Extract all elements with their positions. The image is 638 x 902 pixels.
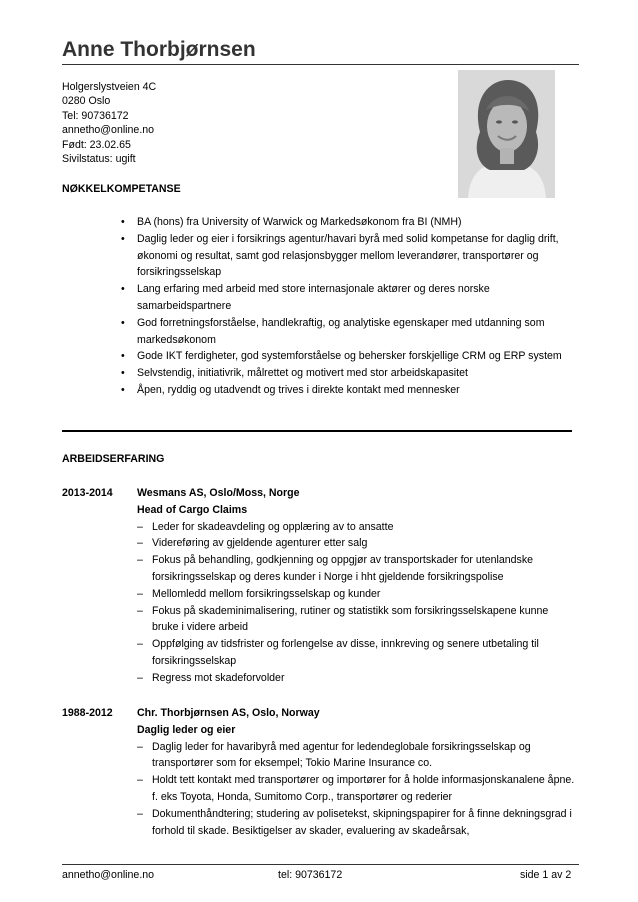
competence-item: • Selvstendig, initiativrik, målrettet og motivert med stor arbeidskapasitet — [117, 365, 577, 382]
portrait-photo — [458, 70, 555, 198]
job-period: 2013-2014 — [62, 487, 113, 499]
dash-icon: – — [137, 587, 143, 600]
dash-icon: – — [137, 604, 143, 617]
email-line: annetho@online.no — [62, 124, 155, 137]
job-entry — [62, 705, 577, 839]
bullet-icon: • — [121, 283, 125, 296]
competence-heading: NØKKELKOMPETANSE — [62, 183, 181, 195]
dash-icon: – — [137, 520, 143, 533]
job-role: Daglig leder og eier — [137, 723, 236, 736]
postal-line: 0280 Oslo — [62, 95, 111, 108]
bullet-icon: • — [121, 367, 125, 380]
dash-icon: – — [137, 740, 143, 753]
competence-item: • Daglig leder og eier i forsikrings agentur/havari byrå med solid kompetanse for daglig drift, økonomi og resultat, samt god relasjonsbygger mellom leverandører, transportører og forsikringsselskap — [121, 232, 559, 279]
dash-icon: – — [137, 671, 143, 684]
competence-item: • God forretningsforståelse, handlekraftig, og analytiske egenskaper med utdanning som markedsøkonom — [121, 316, 545, 346]
address-line: Holgerslystveien 4C — [62, 81, 157, 93]
portrait-image — [458, 70, 555, 198]
job-task: – Mellomledd mellom forsikringsselskap og kunder — [137, 586, 577, 603]
job-entry — [62, 485, 577, 687]
footer-email: annetho@online.no — [62, 869, 155, 881]
job-company: Chr. Thorbjørnsen AS, Oslo, Norway — [137, 707, 320, 719]
marital-status-line: Sivilstatus: ugift — [62, 153, 136, 166]
job-task: – Fokus på skademinimalisering, rutiner og statistikk som forsikringsselskapene kunne bruke i videre arbeid — [137, 604, 549, 634]
bullet-icon: • — [121, 232, 125, 245]
dash-icon: – — [137, 638, 143, 651]
job-role: Head of Cargo Claims — [137, 503, 248, 516]
footer-divider — [62, 864, 579, 865]
title-divider — [62, 64, 579, 65]
dash-icon: – — [137, 774, 143, 787]
footer-phone: tel: 90736172 — [278, 869, 343, 881]
job-period: 1988-2012 — [62, 707, 113, 719]
competence-list — [117, 214, 577, 399]
dash-icon: – — [137, 807, 143, 820]
competence-item: • Åpen, ryddig og utadvendt og trives i direkte kontakt med mennesker — [117, 382, 577, 399]
job-task-list — [137, 739, 577, 840]
competence-item: • BA (hons) fra University of Warwick og Markedsøkonom fra BI (NMH) — [117, 214, 577, 231]
job-task: – Oppfølging av tidsfrister og forlengelse av disse, innkreving og senere utbetaling til forsikringsselskap — [137, 638, 539, 667]
contact-block — [62, 80, 156, 166]
job-task: – Holdt tett kontakt med transportører og importører for å holde informasjonskanalene åpne. f. eks Toyota, Honda, Sumitomo Corp., transportører og rederier — [137, 774, 575, 803]
competence-item: • Lang erfaring med arbeid med store internasjonale aktører og deres norske samarbeidspartnere — [121, 283, 490, 312]
section-divider — [62, 430, 572, 432]
job-task: – Fokus på behandling, godkjenning og oppgjør av transportskader for utenlandske forsikringsselskap og deres kunder i Norge i hht gjeldende forsikringspolise — [137, 554, 534, 583]
phone-line: Tel: 90736172 — [62, 109, 129, 122]
job-task: – Videreføring av gjeldende agenturer etter salg — [137, 535, 577, 552]
job-task: – Leder for skadeavdeling og opplæring av to ansatte — [137, 519, 577, 536]
birth-date-line: Født: 23.02.65 — [62, 138, 131, 151]
footer-page-number: side 1 av 2 — [520, 869, 572, 881]
bullet-icon: • — [121, 316, 125, 329]
bullet-icon: • — [121, 216, 125, 228]
job-company: Wesmans AS, Oslo/Moss, Norge — [137, 487, 300, 499]
experience-heading: ARBEIDSERFARING — [62, 453, 165, 465]
bullet-icon: • — [121, 383, 125, 396]
dash-icon: – — [137, 537, 143, 550]
competence-item: • Gode IKT ferdigheter, god systemforståelse og behersker forskjellige CRM og ERP system — [117, 348, 577, 365]
job-task: – Daglig leder for havaribyrå med agentur for ledendeglobale forsikringsselskap og transportører som for eksempel; Tokio Marine Insurance co. — [137, 740, 531, 770]
person-name: Anne Thorbjørnsen — [62, 38, 256, 61]
dash-icon: – — [137, 554, 143, 567]
job-task: – Dokumenthåndtering; studering av polisetekst, skipningspapirer for å finne dekningsgrad i forhold til skade. Besiktigelser av skader, evaluering av skadeårsak, — [137, 807, 572, 837]
bullet-icon: • — [121, 350, 125, 363]
job-task-list — [137, 519, 577, 687]
job-task: – Regress mot skadeforvolder — [137, 670, 577, 687]
